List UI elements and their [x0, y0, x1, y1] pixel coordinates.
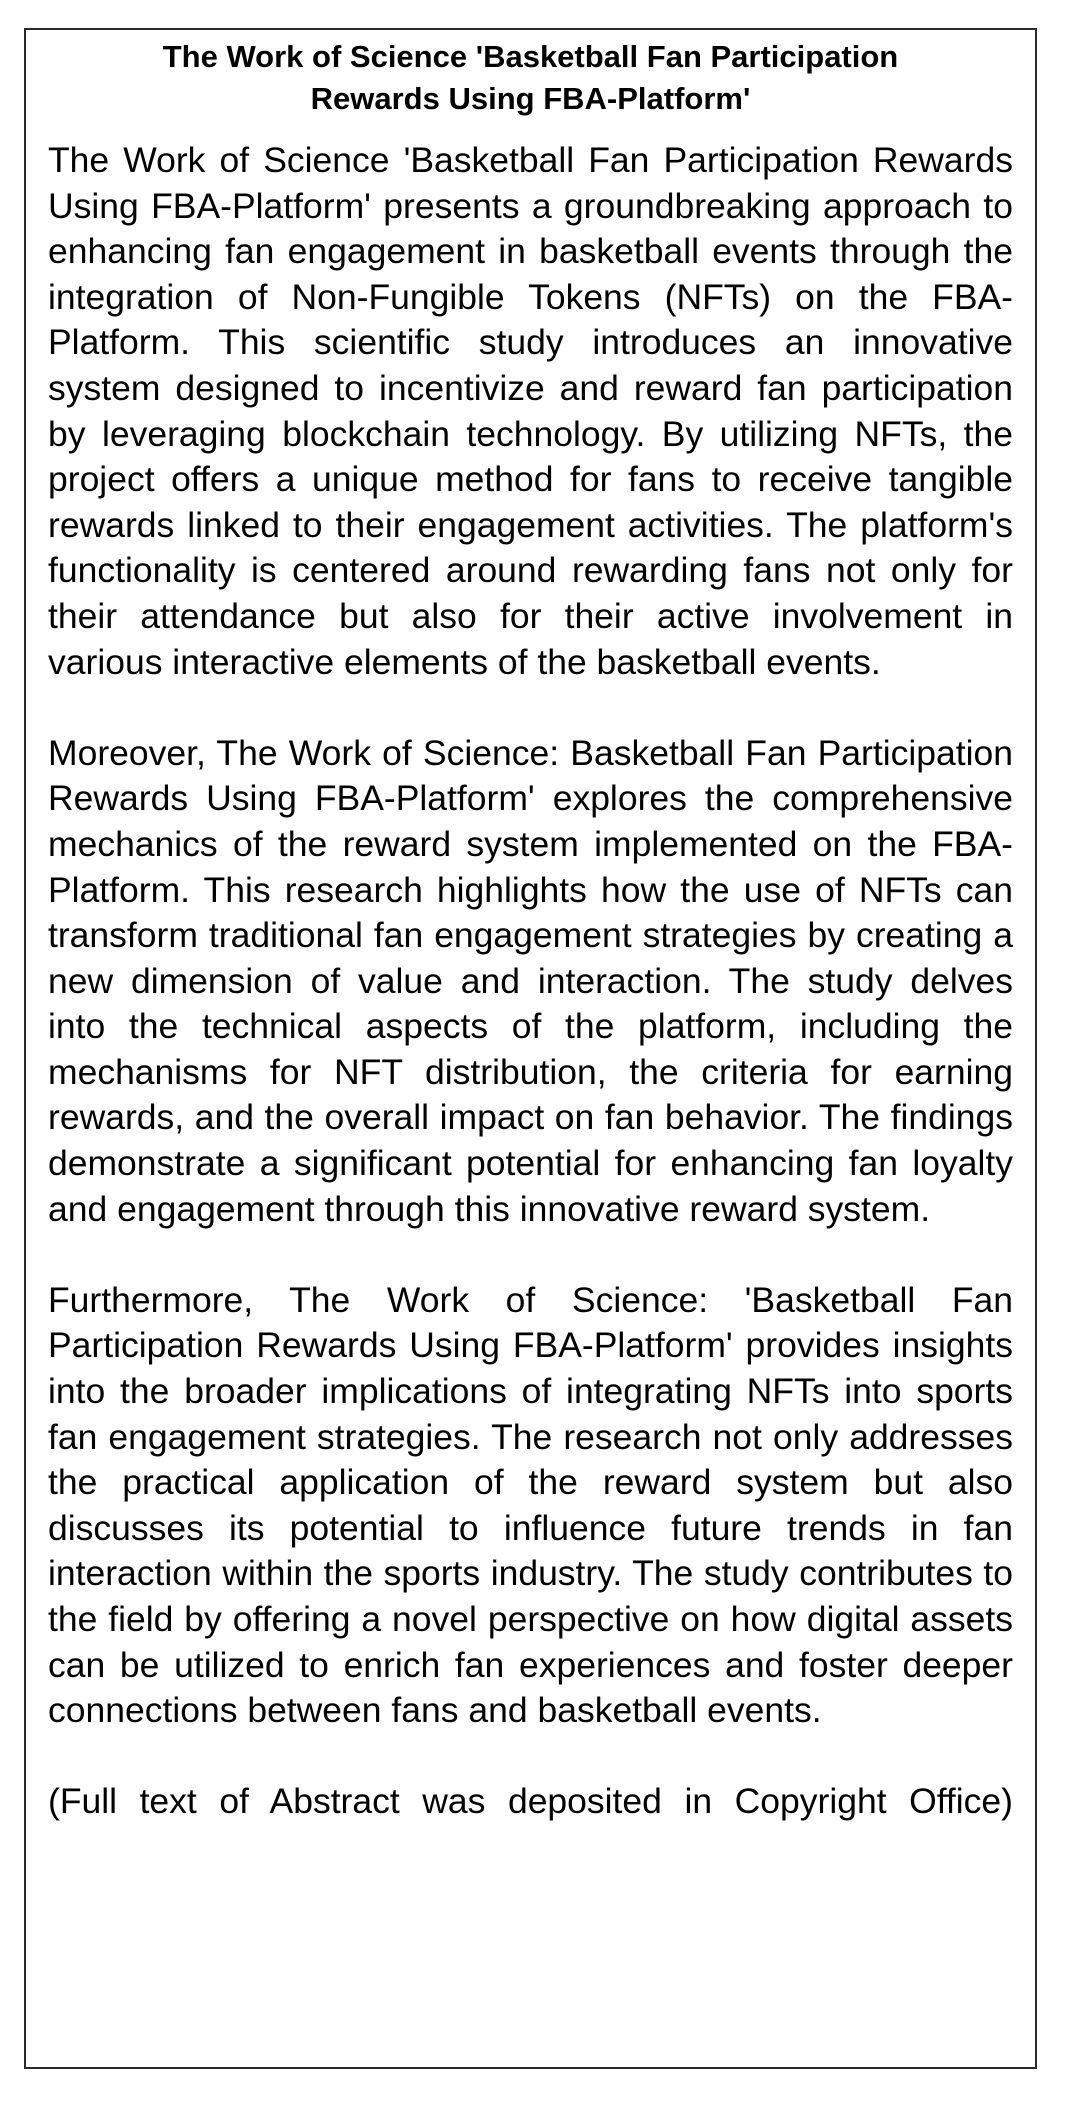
deposit-note: (Full text of Abstract was deposited in Copyright Office)	[48, 1781, 1013, 1822]
abstract-paragraph-1: The Work of Science 'Basketball Fan Participation Rewards Using FBA-Platform' presents a groundbreaking approach to enhancing fan engagement in basketball events through the integration of Non-Fungible Tokens (NFTs) on the FBA-Platform. This scientific study introduces an innovative system designed to incentivize and reward fan participation by leveraging blockchain technology. By utilizing NFTs, the project offers a unique method for fans to receive tangible rewards linked to their engagement activities. The platform's functionality is centered around rewarding fans not only for their attendance but also for their active involvement in various interactive elements of the basketball events.	[48, 140, 1013, 682]
abstract-body	[48, 138, 1013, 1825]
document-title	[56, 36, 1005, 120]
document-title-line-1: The Work of Science 'Basketball Fan Participation	[162, 39, 899, 74]
abstract-frame	[24, 28, 1037, 2069]
document-title-line-2: Rewards Using FBA-Platform'	[310, 81, 751, 116]
abstract-paragraph-2: Moreover, The Work of Science: Basketball Fan Participation Rewards Using FBA-Platform' explores the comprehensive mechanics of the reward system implemented on the FBA-Platform. This research highlights how the use of NFTs can transform traditional fan engagement strategies by creating a new dimension of value and interaction. The study delves into the technical aspects of the platform, including the mechanisms for NFT distribution, the criteria for earning rewards, and the overall impact on fan behavior. The findings demonstrate a significant potential for enhancing fan loyalty and engagement through this innovative reward system.	[48, 732, 1013, 1229]
abstract-paragraph-3: Furthermore, The Work of Science: 'Basketball Fan Participation Rewards Using FBA-Platform' provides insights into the broader implications of integrating NFTs into sports fan engagement strategies. The research not only addresses the practical application of the reward system but also discusses its potential to influence future trends in fan interaction within the sports industry. The study contributes to the field by offering a novel perspective on how digital assets can be utilized to enrich fan experiences and foster deeper connections between fans and basketball events.	[48, 1279, 1013, 1731]
